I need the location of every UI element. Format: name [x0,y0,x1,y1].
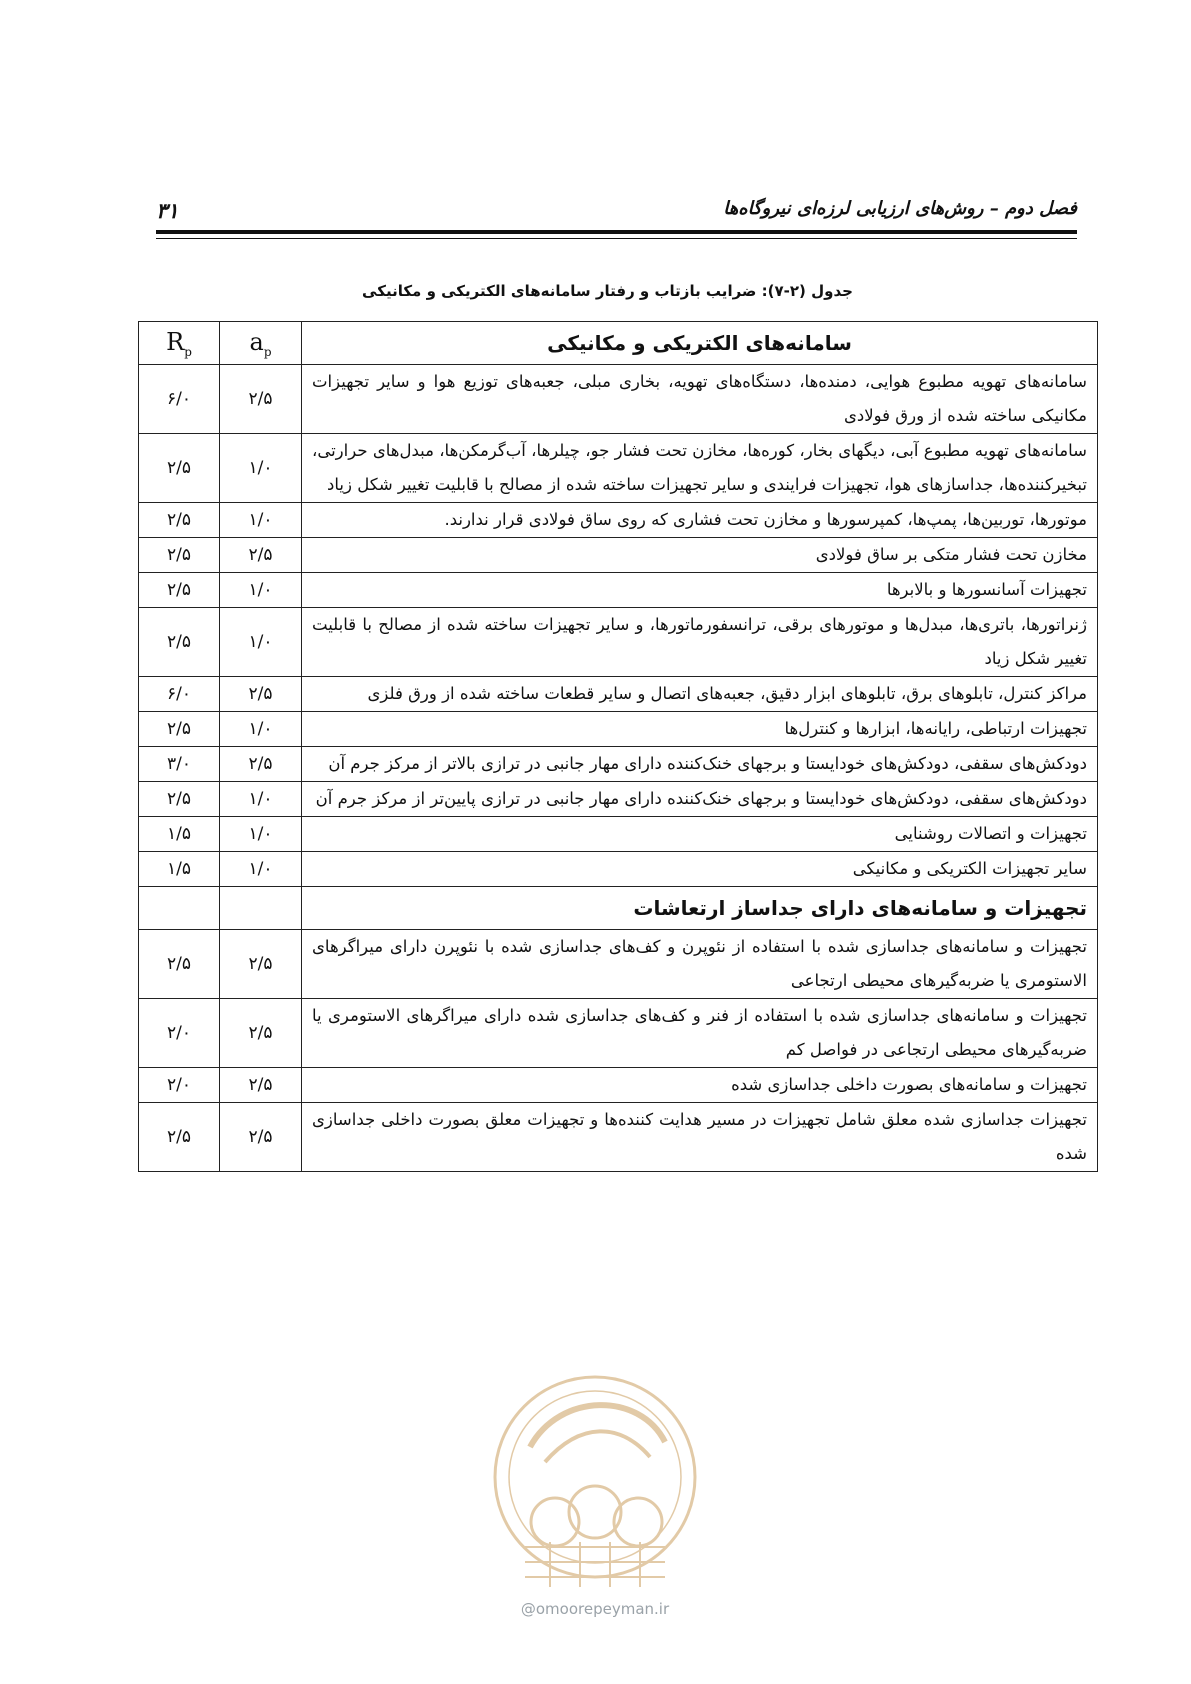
rows-row-10 [139,817,1098,852]
rp-value: ۲/۵ [139,434,220,503]
system-description: سایر تجهیزات الکتریکی و مکانیکی [302,852,1098,887]
table-header-row [139,322,1098,365]
ap-value: ۱/۰ [220,434,302,503]
rp-value: ۲/۵ [139,712,220,747]
rp-value: ۲/۰ [139,1068,220,1103]
system-description: تجهیزات ارتباطی، رایانه‌ها، ابزارها و کنترل‌ها [302,712,1098,747]
header-ap: $a_p$ [220,322,302,365]
ap-value: ۲/۵ [220,677,302,712]
ap-value: ۱/۰ [220,608,302,677]
system-description: ژنراتورها، باتری‌ها، مبدل‌ها و موتورهای برقی، ترانسفورماتورها، و سایر تجهیزات ساخته شده از مصالح با قابلیت تغییر شکل زیاد [302,608,1098,677]
table-caption: جدول (۲-۷): ضرایب بازتاب و رفتار سامانه‌های الکتریکی و مکانیکی [362,282,853,300]
section_rows-row-0 [139,930,1098,999]
page-header [156,196,1077,230]
rp-value: ۲/۵ [139,608,220,677]
running-head: فصل دوم – روش‌های ارزیابی لرزه‌ای نیروگاه‌ها [723,198,1077,219]
section_rows-row-1 [139,999,1098,1068]
header-description: سامانه‌های الکتریکی و مکانیکی [302,322,1098,365]
rp-value: ۲/۵ [139,930,220,999]
rp-value: ۳/۰ [139,747,220,782]
rp-value: ۲/۰ [139,999,220,1068]
rows-row-4 [139,573,1098,608]
header-rule-thin [156,238,1077,239]
section_rows-row-2 [139,1068,1098,1103]
ap-value: ۲/۵ [220,930,302,999]
coefficients-table [138,321,1098,1172]
system-description: موتورها، توربین‌ها، پمپ‌ها، کمپرسورها و مخازن تحت فشاری که روی ساق فولادی قرار ندارند. [302,503,1098,538]
rp-value: ۲/۵ [139,782,220,817]
system-description: تجهیزات و سامانه‌های جداسازی شده با استفاده از فنر و کف‌های جداسازی شده دارای میراگرهای الاستومری یا ضربه‌گیرهای محیطی ارتجاعی در فواصل کم [302,999,1098,1068]
rows-row-11 [139,852,1098,887]
rows-row-1 [139,434,1098,503]
rp-value: ۲/۵ [139,538,220,573]
rows-row-8 [139,747,1098,782]
header-rp: $R_p$ [139,322,220,365]
watermark-site-url: @omoorepeyman.ir [520,1600,670,1618]
rp-value: ۶/۰ [139,365,220,434]
page-number: ۳۱ [156,198,179,223]
system-description: تجهیزات آسانسورها و بالابرها [302,573,1098,608]
ap-value: ۱/۰ [220,573,302,608]
rows-row-9 [139,782,1098,817]
system-description: مراکز کنترل، تابلوهای برق، تابلوهای ابزار دقیق، جعبه‌های اتصال و سایر قطعات ساخته شده از ورق فلزی [302,677,1098,712]
rp-value: ۲/۵ [139,1103,220,1172]
system-description: تجهیزات و سامانه‌های جداسازی شده با استفاده از نئوپرن و کف‌های جداسازی شده با نئوپرن دارای میراگرهای الاستومری یا ضربه‌گیرهای محیطی ارتجاعی [302,930,1098,999]
section_rows-row-3 [139,1103,1098,1172]
ap-value: ۱/۰ [220,852,302,887]
rows-row-7 [139,712,1098,747]
section-title: تجهیزات و سامانه‌های دارای جداساز ارتعاشات [302,887,1098,930]
ap-value: ۱/۰ [220,712,302,747]
section-rp-empty [139,887,220,930]
rp-value: ۱/۵ [139,817,220,852]
rp-value: ۲/۵ [139,503,220,538]
ap-value: ۲/۵ [220,365,302,434]
ap-value: ۲/۵ [220,538,302,573]
system-description: تجهیزات و سامانه‌های بصورت داخلی جداسازی شده [302,1068,1098,1103]
ap-value: ۲/۵ [220,1068,302,1103]
section-ap-empty [220,887,302,930]
ap-value: ۲/۵ [220,999,302,1068]
system-description: دودکش‌های سقفی، دودکش‌های خودایستا و برجهای خنک‌کننده دارای مهار جانبی در ترازی پایین‌تر از مرکز جرم آن [302,782,1098,817]
ap-value: ۲/۵ [220,747,302,782]
system-description: مخازن تحت فشار متکی بر ساق فولادی [302,538,1098,573]
system-description: تجهیزات جداسازی شده معلق شامل تجهیزات در مسیر هدایت کننده‌ها و تجهیزات معلق بصورت داخلی جداسازی شده [302,1103,1098,1172]
ap-value: ۲/۵ [220,1103,302,1172]
system-description: سامانه‌های تهویه مطبوع آبی، دیگهای بخار، کوره‌ها، مخازن تحت فشار جو، چیلرها، آب‌گرمکن‌ها، مبدل‌های حرارتی، تبخیرکننده‌ها، جداسازهای هوا، تجهیزات فرایندی و سایر تجهیزات ساخته شده از مصالح با قابلیت تغییر شکل زیاد [302,434,1098,503]
ap-value: ۱/۰ [220,782,302,817]
rows-row-0 [139,365,1098,434]
section-header-row [139,887,1098,930]
rp-value: ۱/۵ [139,852,220,887]
system-description: تجهیزات و اتصالات روشنایی [302,817,1098,852]
rp-value: ۲/۵ [139,573,220,608]
system-description: دودکش‌های سقفی، دودکش‌های خودایستا و برجهای خنک‌کننده دارای مهار جانبی در ترازی بالاتر از مرکز جرم آن [302,747,1098,782]
rows-row-2 [139,503,1098,538]
rows-row-6 [139,677,1098,712]
ap-value: ۱/۰ [220,817,302,852]
system-description: سامانه‌های تهویه مطبوع هوایی، دمنده‌ها، دستگاه‌های تهویه، بخاری مبلی، جعبه‌های توزیع هوا و سایر تجهیزات مکانیکی ساخته شده از ورق فولادی [302,365,1098,434]
header-rule-thick [156,230,1077,234]
rows-row-3 [139,538,1098,573]
rp-value: ۶/۰ [139,677,220,712]
ap-value: ۱/۰ [220,503,302,538]
rows-row-5 [139,608,1098,677]
